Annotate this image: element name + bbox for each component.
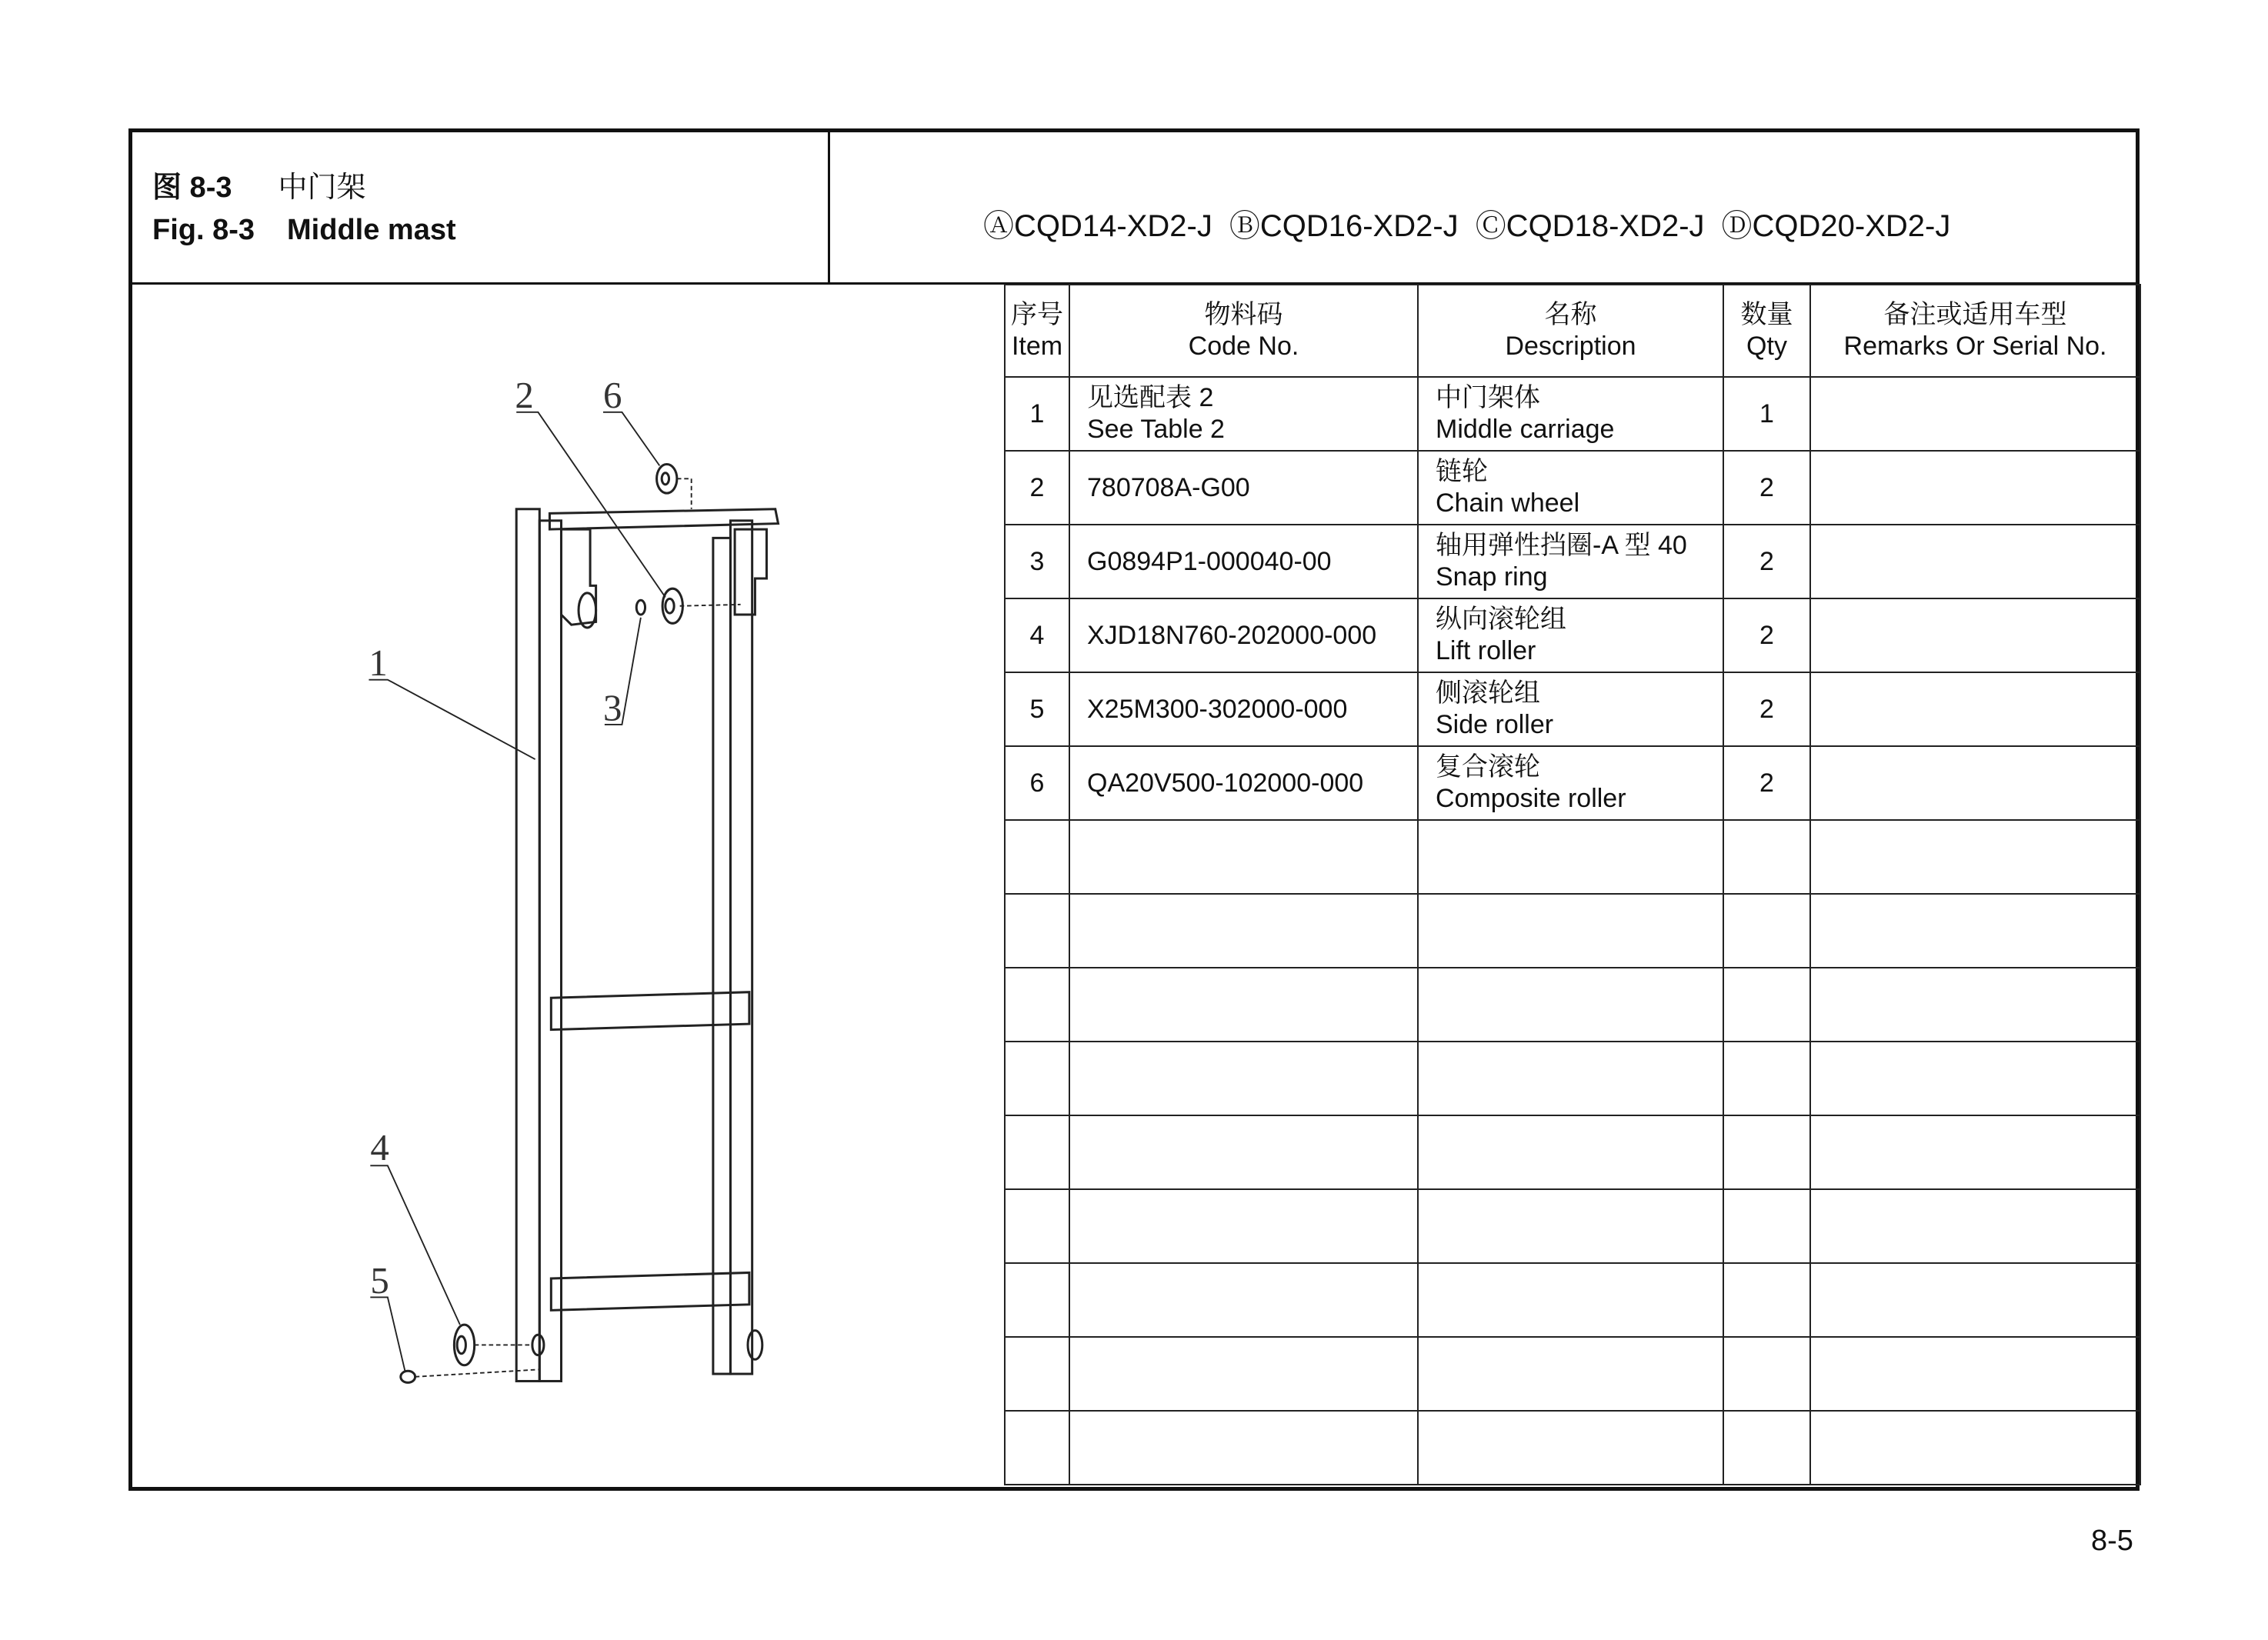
item-cell — [1005, 1337, 1069, 1411]
description-cell-text: Snap ring — [1436, 562, 1548, 592]
figure-name-en: Middle mast — [287, 214, 456, 246]
item-cell-text: 5 — [1029, 694, 1045, 724]
qty-cell — [1723, 968, 1810, 1042]
qty-cell — [1723, 746, 1810, 820]
item-cell — [1005, 1042, 1069, 1115]
item-cell — [1005, 968, 1069, 1042]
col-code-header: 物料码 Code No. — [1069, 285, 1418, 377]
item-cell — [1005, 1189, 1069, 1263]
callout-5: 5 — [370, 1258, 389, 1302]
remarks-cell — [1810, 1042, 2140, 1115]
code-cell — [1069, 968, 1418, 1042]
item-cell — [1005, 1115, 1069, 1189]
top-crossbar — [549, 509, 778, 529]
item-cell — [1005, 598, 1069, 672]
col-item-header: 序号 Item — [1005, 285, 1069, 377]
remarks-cell — [1810, 451, 2140, 525]
item-cell-text: 1 — [1029, 398, 1045, 428]
bottom-crossbar — [551, 1272, 749, 1310]
description-cell — [1418, 598, 1723, 672]
item-cell — [1005, 820, 1069, 894]
description-cell-text: 中门架体 — [1436, 383, 1540, 413]
leader-line-1 — [369, 680, 535, 759]
callout-1: 1 — [369, 641, 388, 684]
code-cell — [1069, 1411, 1418, 1485]
code-cell — [1069, 377, 1418, 451]
description-cell — [1418, 894, 1723, 968]
code-cell — [1069, 1263, 1418, 1337]
description-cell — [1418, 451, 1723, 525]
remarks-cell — [1810, 968, 2140, 1042]
remarks-cell — [1810, 1189, 2140, 1263]
model-c: ⒸCQD18-XD2-J — [1475, 209, 1705, 243]
qty-cell-text: 2 — [1759, 472, 1774, 502]
table-row — [1005, 1189, 2140, 1263]
remarks-cell — [1810, 672, 2140, 746]
remarks-cell — [1810, 820, 2140, 894]
code-cell-text: 见选配表 2 — [1087, 383, 1214, 413]
table-row — [1005, 525, 2140, 598]
right-inner-rail — [713, 538, 731, 1374]
qty-cell — [1723, 1115, 1810, 1189]
side-roller-part — [401, 1371, 415, 1382]
code-cell — [1069, 820, 1418, 894]
item-cell — [1005, 451, 1069, 525]
qty-cell — [1723, 1042, 1810, 1115]
code-cell — [1069, 746, 1418, 820]
left-outer-rail — [516, 509, 539, 1382]
item-cell — [1005, 1411, 1069, 1485]
qty-cell-text: 2 — [1759, 620, 1774, 650]
code-cell-text: G0894P1-000040-00 — [1087, 546, 1332, 576]
item-cell-text: 4 — [1029, 620, 1045, 650]
parts-table — [1004, 284, 2141, 1485]
table-row — [1005, 746, 2140, 820]
description-cell — [1418, 1042, 1723, 1115]
description-cell — [1418, 1411, 1723, 1485]
code-cell — [1069, 1115, 1418, 1189]
table-row — [1005, 968, 2140, 1042]
table-row — [1005, 1042, 2140, 1115]
table-row — [1005, 894, 2140, 968]
description-cell — [1418, 1189, 1723, 1263]
callout-4: 4 — [370, 1125, 389, 1168]
item-cell — [1005, 746, 1069, 820]
qty-cell — [1723, 377, 1810, 451]
description-cell-text: Chain wheel — [1436, 488, 1580, 518]
code-cell-text: QA20V500-102000-000 — [1087, 768, 1364, 798]
description-cell-text: 链轮 — [1436, 457, 1488, 487]
remarks-cell — [1810, 377, 2140, 451]
description-cell — [1418, 672, 1723, 746]
qty-cell-text: 2 — [1759, 694, 1774, 724]
table-header-row — [1005, 285, 2140, 377]
table-body — [1005, 377, 2140, 1485]
qty-cell-text: 2 — [1759, 768, 1774, 798]
model-d: ⒹCQD20-XD2-J — [1721, 209, 1951, 243]
qty-cell — [1723, 820, 1810, 894]
right-outer-rail — [730, 521, 752, 1374]
description-cell-text: Composite roller — [1436, 784, 1626, 813]
callout-6: 6 — [603, 374, 622, 417]
figure-number-cn: 图 8-3 — [152, 172, 232, 204]
description-cell — [1418, 968, 1723, 1042]
item-cell — [1005, 894, 1069, 968]
qty-cell — [1723, 672, 1810, 746]
item-cell-text: 6 — [1029, 768, 1045, 798]
description-cell — [1418, 820, 1723, 894]
leader-line-5 — [370, 1297, 405, 1371]
model-b: ⒷCQD16-XD2-J — [1229, 209, 1459, 243]
table-row — [1005, 451, 2140, 525]
col-remarks-header: 备注或适用车型 Remarks Or Serial No. — [1810, 285, 2140, 377]
code-cell-text: See Table 2 — [1087, 415, 1225, 444]
col-desc-header: 名称 Description — [1418, 285, 1723, 377]
item-cell-text: 2 — [1029, 472, 1045, 502]
code-cell — [1069, 894, 1418, 968]
remarks-cell — [1810, 1411, 2140, 1485]
remarks-cell — [1810, 1337, 2140, 1411]
left-inner-rail — [539, 521, 561, 1382]
code-cell — [1069, 598, 1418, 672]
qty-cell — [1723, 451, 1810, 525]
description-cell — [1418, 746, 1723, 820]
code-cell-text: XJD18N760-202000-000 — [1087, 620, 1377, 650]
page-number: 8-5 — [2091, 1525, 2133, 1557]
description-cell-text: 复合滚轮 — [1436, 752, 1540, 782]
figure-name-cn: 中门架 — [278, 172, 366, 204]
item-cell-text: 3 — [1029, 546, 1045, 576]
description-cell — [1418, 1115, 1723, 1189]
remarks-cell — [1810, 1115, 2140, 1189]
table-row — [1005, 1263, 2140, 1337]
remarks-cell — [1810, 525, 2140, 598]
table-row — [1005, 1115, 2140, 1189]
qty-cell — [1723, 894, 1810, 968]
description-cell — [1418, 525, 1723, 598]
remarks-cell — [1810, 746, 2140, 820]
table-row — [1005, 820, 2140, 894]
code-cell — [1069, 1337, 1418, 1411]
snap-ring-part — [636, 600, 645, 615]
qty-cell — [1723, 1337, 1810, 1411]
qty-cell — [1723, 1263, 1810, 1337]
table-row — [1005, 1337, 2140, 1411]
remarks-cell — [1810, 1263, 2140, 1337]
table-row — [1005, 598, 2140, 672]
item-cell — [1005, 525, 1069, 598]
item-cell — [1005, 377, 1069, 451]
remarks-cell — [1810, 894, 2140, 968]
table-row — [1005, 377, 2140, 451]
qty-cell-text: 1 — [1759, 398, 1774, 428]
description-cell — [1418, 377, 1723, 451]
item-cell — [1005, 1263, 1069, 1337]
qty-cell — [1723, 525, 1810, 598]
code-cell-text: X25M300-302000-000 — [1087, 694, 1348, 724]
code-cell — [1069, 1189, 1418, 1263]
code-cell — [1069, 525, 1418, 598]
right-bracket — [735, 529, 766, 615]
description-cell-text: Lift roller — [1436, 636, 1536, 665]
description-cell-text: 轴用弹性挡圈-A 型 40 — [1436, 531, 1687, 561]
callout-3: 3 — [603, 686, 622, 729]
description-cell-text: Side roller — [1436, 710, 1554, 739]
model-a: ⒶCQD14-XD2-J — [983, 209, 1212, 243]
description-cell-text: 侧滚轮组 — [1436, 678, 1540, 708]
qty-cell-text: 2 — [1759, 546, 1774, 576]
description-cell — [1418, 1337, 1723, 1411]
callout-2: 2 — [515, 374, 534, 417]
table-row — [1005, 1411, 2140, 1485]
figure-number-en: Fig. 8-3 — [152, 214, 255, 246]
code-cell — [1069, 451, 1418, 525]
remarks-cell — [1810, 598, 2140, 672]
description-cell-text: 纵向滚轮组 — [1436, 605, 1566, 635]
middle-crossbar — [551, 992, 749, 1030]
code-cell — [1069, 1042, 1418, 1115]
col-qty-header: 数量 Qty — [1723, 285, 1810, 377]
composite-roller-part — [657, 465, 677, 494]
code-cell-text: 780708A-G00 — [1087, 472, 1250, 502]
description-cell — [1418, 1263, 1723, 1337]
code-cell — [1069, 672, 1418, 746]
qty-cell — [1723, 1411, 1810, 1485]
leader-line-6 — [603, 412, 659, 466]
qty-cell — [1723, 598, 1810, 672]
table-row — [1005, 672, 2140, 746]
description-cell-text: Middle carriage — [1436, 415, 1615, 444]
qty-cell — [1723, 1189, 1810, 1263]
item-cell — [1005, 672, 1069, 746]
